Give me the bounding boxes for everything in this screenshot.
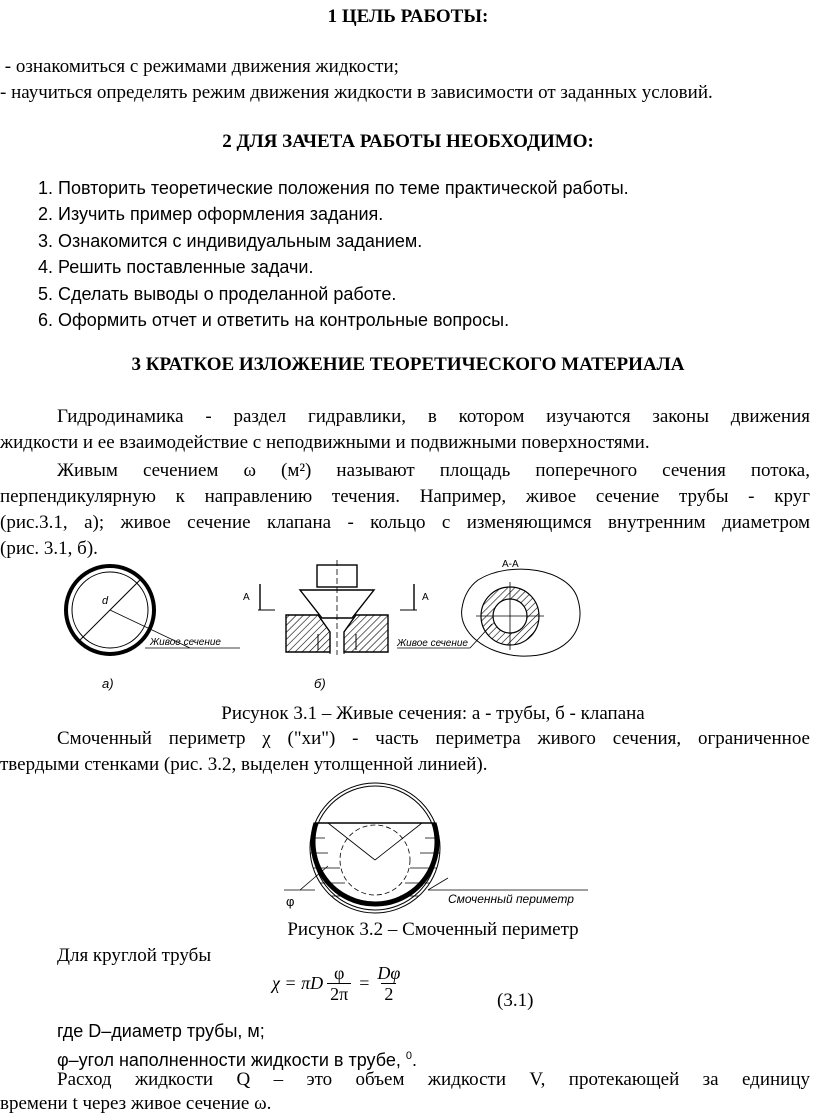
figure-3-2 <box>270 778 600 918</box>
section-2-title: 2 ДЛЯ ЗАЧЕТА РАБОТЫ НЕОБХОДИМО: <box>222 131 594 152</box>
formula-3-1 <box>272 960 404 1006</box>
section-1-title: 1 ЦЕЛЬ РАБОТЫ: <box>327 6 489 27</box>
figure-3-1 <box>40 560 600 700</box>
pipe-section-drawing <box>66 566 240 691</box>
requirements-list <box>28 175 816 333</box>
paragraph-flow-rate-line1: Расход жидкости Q – это объем жидкости V, протекающей за единицу <box>57 1069 810 1090</box>
list-item: 6. Оформить отчет и ответить на контрольные вопросы. <box>58 307 816 333</box>
fraction-1-denominator: 2π <box>327 983 351 1004</box>
formula-lhs: χ = πD <box>272 973 324 993</box>
valve-drawing <box>243 560 429 691</box>
definition-d: где D–диаметр трубы, м; <box>57 1021 265 1041</box>
list-item: 1. Повторить теоретические положения по теме практической работы. <box>58 175 816 201</box>
goal-item-1: - ознакомиться с режимами движения жидкости; <box>0 56 399 77</box>
fraction-1-numerator: φ <box>333 962 345 983</box>
section-a-a-label: А-А <box>502 560 519 570</box>
formula-fraction-1 <box>327 963 351 1004</box>
formula-number: (3.1) <box>497 990 534 1011</box>
subfigure-a-label: а) <box>102 676 114 691</box>
paragraph-flow-rate-line2: времени t через живое сечение ω. <box>0 1093 272 1114</box>
paragraph-live-section-line4: (рис. 3.1, б). <box>0 538 98 559</box>
list-item: 3. Ознакомится с индивидуальным заданием. <box>58 228 816 254</box>
subfigure-b-label: б) <box>314 676 326 691</box>
paragraph-perimeter-line1: Смоченный периметр χ ("хи") - часть периметра живого сечения, ограниченное <box>57 728 810 749</box>
formula-equals: = <box>359 973 370 993</box>
figure-3-1-caption: Рисунок 3.1 – Живые сечения: а - трубы, б - клапана <box>221 703 645 724</box>
figure-3-2-caption: Рисунок 3.2 – Смоченный периметр <box>287 919 579 940</box>
phi-label: φ <box>286 894 295 909</box>
list-item: 5. Сделать выводы о проделанной работе. <box>58 281 816 307</box>
goal-item-2: - научиться определять режим движения жидкости в зависимости от заданных условий. <box>0 82 713 103</box>
paragraph-perimeter-line2: твердыми стенками (рис. 3.2, выделен утолщенной линией). <box>0 754 488 775</box>
degree-superscript: 0 <box>405 1050 412 1062</box>
definition-phi-end: . <box>411 1050 417 1070</box>
paragraph-hydrodynamics-line1: Гидродинамика - раздел гидравлики, в котором изучаются законы движения <box>57 406 810 427</box>
wetted-perimeter-label: Смоченный периметр <box>448 892 574 906</box>
paragraph-live-section-line1: Живым сечением ω (м²) называют площадь поперечного сечения потока, <box>57 460 810 481</box>
fraction-2-numerator: Dφ <box>377 962 401 983</box>
section-mark-left: A <box>243 592 250 603</box>
section-mark-right: A <box>422 592 429 603</box>
fraction-2-denominator: 2 <box>381 983 396 1004</box>
list-item: 4. Решить поставленные задачи. <box>58 254 816 280</box>
definition-phi-text: φ–угол наполненности жидкости в трубе, <box>57 1050 406 1070</box>
formula-fraction-2 <box>377 963 400 1004</box>
diameter-label: d <box>102 595 109 607</box>
paragraph-live-section-line2: перпендикулярную к направлению течения. Например, живое сечение трубы - круг <box>0 486 810 507</box>
live-section-label-a: Живое сечение <box>150 637 221 648</box>
round-pipe-text: Для круглой трубы <box>57 945 212 966</box>
valve-section-drawing <box>396 560 580 656</box>
paragraph-hydrodynamics-line2: жидкости и ее взаимодействие с неподвижными и подвижными поверхностями. <box>0 432 650 453</box>
list-item: 2. Изучить пример оформления задания. <box>58 201 816 227</box>
live-section-label-b: Живое сечение <box>397 638 468 649</box>
section-3-title: 3 КРАТКОЕ ИЗЛОЖЕНИЕ ТЕОРЕТИЧЕСКОГО МАТЕРИАЛА <box>131 354 685 375</box>
paragraph-live-section-line3: (рис.3.1, а); живое сечение клапана - кольцо с изменяющимся внутренним диаметром <box>0 512 810 533</box>
